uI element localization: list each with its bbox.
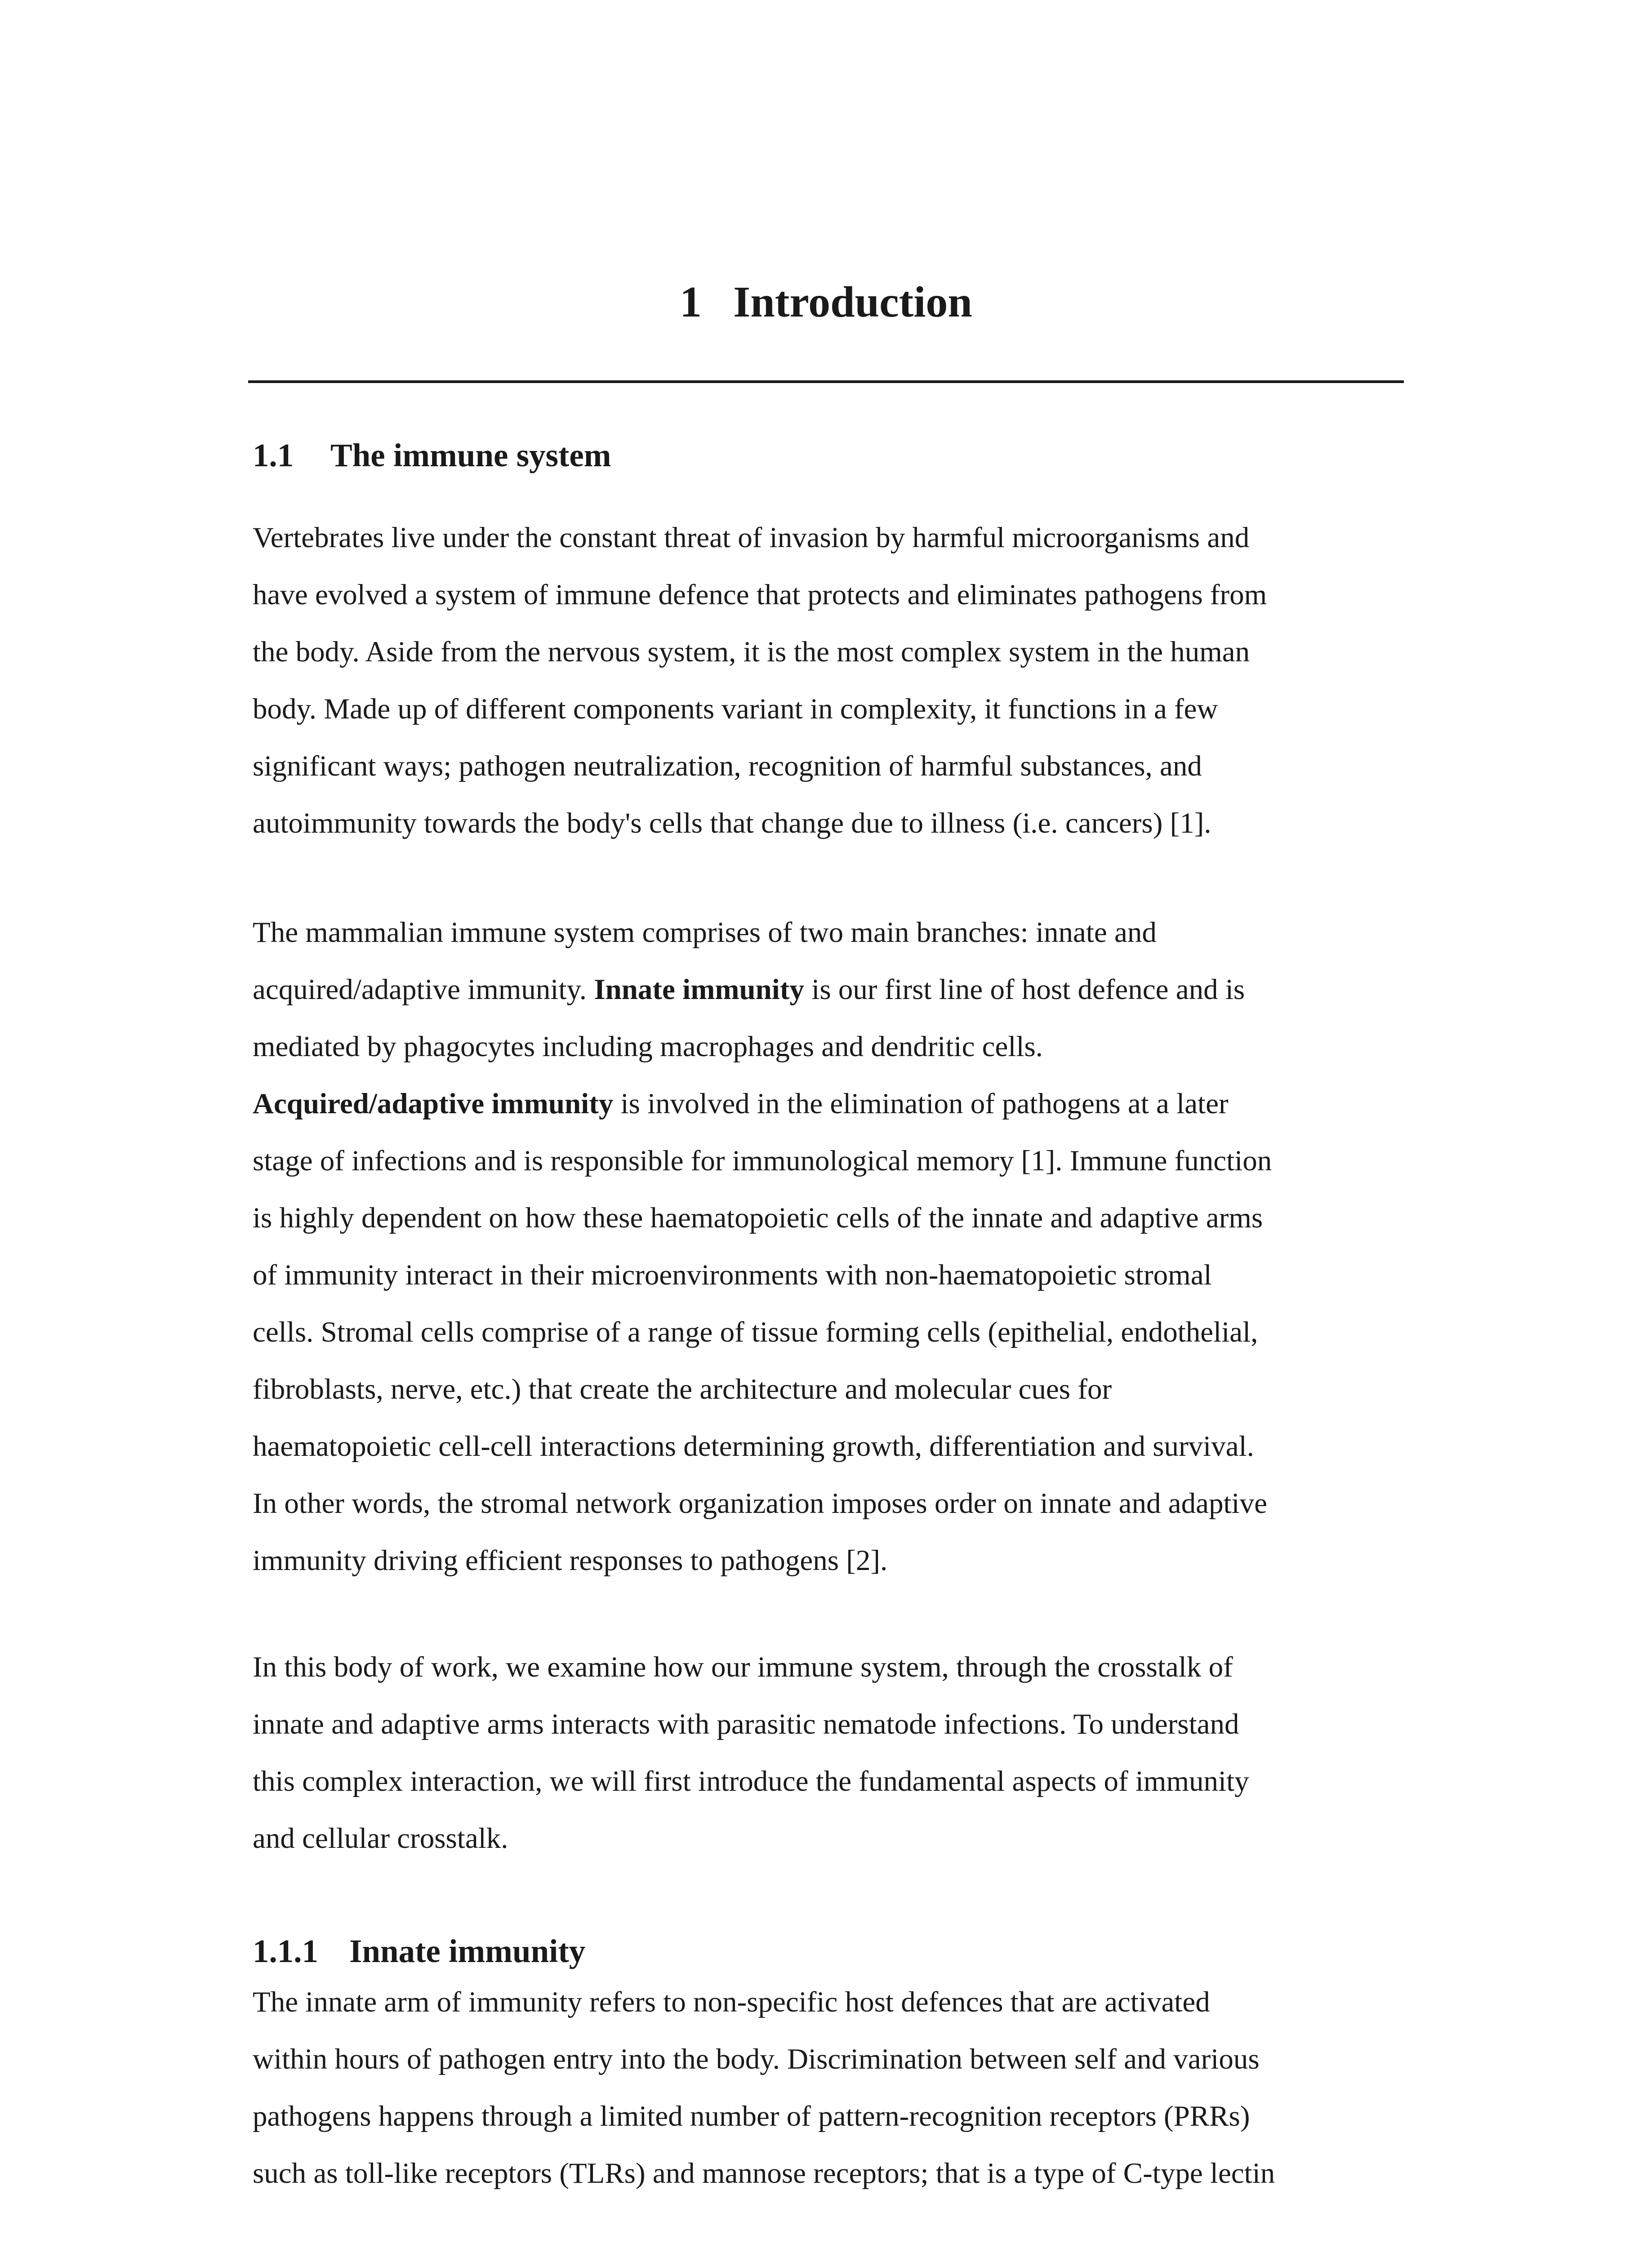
text-line: the body. Aside from the nervous system, it is the most complex system in the human bbox=[253, 636, 1250, 668]
chapter-title: Introduction bbox=[733, 278, 972, 326]
text-line: In other words, the stromal network organization imposes order on innate and adaptive bbox=[253, 1487, 1267, 1520]
text-line: innate and adaptive arms interacts with parasitic nematode infections. To understand bbox=[253, 1708, 1239, 1740]
text-line bbox=[253, 968, 1399, 1011]
text-line: The innate arm of immunity refers to non-specific host defences that are activated bbox=[253, 1986, 1210, 2018]
subsection-heading bbox=[253, 1927, 585, 1976]
text-span: is involved in the elimination of pathogens at a later bbox=[613, 1088, 1229, 1120]
text-span: is our first line of host defence and is bbox=[804, 973, 1245, 1006]
text-line: and cellular crosstalk. bbox=[253, 1822, 508, 1855]
chapter-divider bbox=[248, 380, 1404, 383]
text-line: mediated by phagocytes including macrophages and dendritic cells. bbox=[253, 1030, 1043, 1063]
section-number: 1.1 bbox=[253, 437, 294, 473]
section-title: The immune system bbox=[330, 437, 611, 473]
text-line: significant ways; pathogen neutralization, recognition of harmful substances, and bbox=[253, 750, 1202, 782]
section-heading bbox=[253, 431, 611, 480]
subsection-title: Innate immunity bbox=[349, 1933, 586, 1969]
text-line: haematopoietic cell-cell interactions determining growth, differentiation and survival. bbox=[253, 1430, 1254, 1463]
text-line: Vertebrates live under the constant threat of invasion by harmful microorganisms and bbox=[253, 522, 1250, 554]
text-span: acquired/adaptive immunity. bbox=[253, 973, 594, 1006]
text-line: stage of infections and is responsible for immunological memory [1]. Immune function bbox=[253, 1145, 1272, 1177]
text-line: this complex interaction, we will first introduce the fundamental aspects of immunity bbox=[253, 1765, 1249, 1798]
chapter-number: 1 bbox=[680, 278, 702, 326]
text-line bbox=[253, 1082, 1399, 1125]
term-acquired-adaptive-immunity: Acquired/adaptive immunity bbox=[253, 1088, 614, 1120]
text-line: In this body of work, we examine how our immune system, through the crosstalk of bbox=[253, 1651, 1233, 1683]
subsection-number: 1.1.1 bbox=[253, 1933, 318, 1969]
text-line: autoimmunity towards the body's cells that change due to illness (i.e. cancers) [1]. bbox=[253, 807, 1211, 839]
text-line: within hours of pathogen entry into the body. Discrimination between self and various bbox=[253, 2043, 1260, 2075]
text-line: of immunity interact in their microenvironments with non-haematopoietic stromal bbox=[253, 1259, 1212, 1291]
text-line: The mammalian immune system comprises of two main branches: innate and bbox=[253, 916, 1157, 949]
text-line: fibroblasts, nerve, etc.) that create the architecture and molecular cues for bbox=[253, 1373, 1112, 1405]
text-line: body. Made up of different components variant in complexity, it functions in a few bbox=[253, 693, 1218, 725]
text-line: pathogens happens through a limited number of pattern-recognition receptors (PRRs) bbox=[253, 2100, 1250, 2132]
text-line: have evolved a system of immune defence that protects and eliminates pathogens from bbox=[253, 579, 1267, 611]
chapter-heading bbox=[0, 271, 1652, 334]
text-line: cells. Stromal cells comprise of a range of tissue forming cells (epithelial, endothelial, bbox=[253, 1316, 1258, 1348]
text-line: such as toll-like receptors (TLRs) and mannose receptors; that is a type of C-type lectin bbox=[253, 2157, 1275, 2190]
text-line: is highly dependent on how these haematopoietic cells of the innate and adaptive arms bbox=[253, 1202, 1263, 1234]
text-line: immunity driving efficient responses to pathogens [2]. bbox=[253, 1544, 888, 1577]
term-innate-immunity: Innate immunity bbox=[594, 973, 805, 1006]
